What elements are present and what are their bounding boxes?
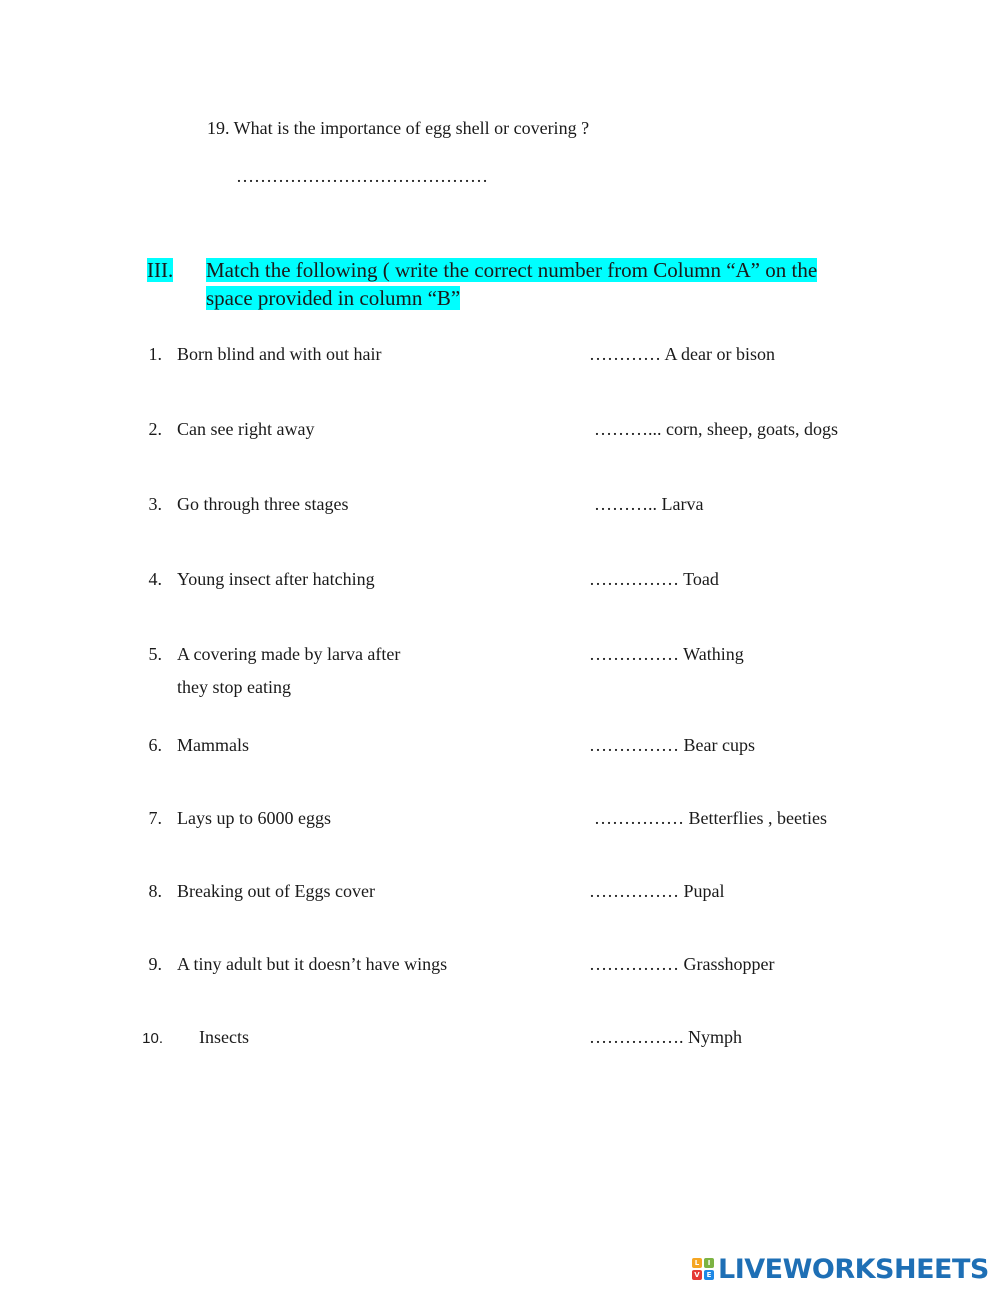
liveworksheets-logo	[692, 1253, 989, 1285]
column-a-item: Young insect after hatching	[177, 569, 375, 589]
question-19-text: 19. What is the importance of egg shell or covering ?	[207, 118, 590, 138]
section-title-line-2-text: space provided in column “B”	[206, 286, 461, 310]
column-b-item[interactable]: …………… Betterflies , beeties	[594, 808, 827, 828]
column-b-item[interactable]: …………… Wathing	[589, 644, 744, 664]
item-number: 4.	[148, 569, 162, 589]
column-a-item: Mammals	[177, 735, 249, 755]
item-number: 5.	[148, 644, 162, 664]
column-a-item: Breaking out of Eggs cover	[177, 881, 375, 901]
column-a-item: Lays up to 6000 eggs	[177, 808, 331, 828]
column-b-item[interactable]: …………… Pupal	[589, 881, 725, 901]
item-number: 8.	[148, 881, 162, 901]
column-b-item[interactable]: …………… Bear cups	[589, 735, 755, 755]
column-b-item[interactable]: ………… A dear or bison	[589, 344, 775, 364]
item-number: 9.	[148, 954, 162, 974]
section-number	[147, 258, 173, 283]
item-number: 7.	[148, 808, 162, 828]
column-b-item[interactable]: ……………. Nymph	[589, 1027, 742, 1047]
logo-mark-tile: E	[704, 1270, 714, 1280]
column-b-item[interactable]: ………... corn, sheep, goats, dogs	[594, 419, 838, 439]
logo-mark-tile: L	[692, 1258, 702, 1268]
column-a-item: A covering made by larva after	[177, 644, 401, 664]
column-a-item: Can see right away	[177, 419, 315, 439]
column-a-item: Born blind and with out hair	[177, 344, 382, 364]
item-number: 2.	[148, 419, 162, 439]
column-a-item: Insects	[199, 1027, 249, 1047]
item-number: 1.	[148, 344, 162, 364]
item-number: 10.	[142, 1030, 163, 1047]
column-a-item: A tiny adult but it doesn’t have wings	[177, 954, 448, 974]
question-19-answer-blank[interactable]: ……………………………………	[236, 166, 488, 186]
column-b-item[interactable]: …………… Grasshopper	[589, 954, 775, 974]
column-a-item: Go through three stages	[177, 494, 349, 514]
column-b-item[interactable]: ……….. Larva	[594, 494, 704, 514]
section-title-line-2	[206, 286, 460, 311]
section-number-label: III.	[147, 258, 174, 282]
item-number: 6.	[148, 735, 162, 755]
column-b-item[interactable]: …………… Toad	[589, 569, 719, 589]
item-number: 3.	[148, 494, 162, 514]
logo-mark-tile: V	[692, 1270, 702, 1280]
section-title-line-1-text: Match the following ( write the correct number from Column “A” on the	[206, 258, 818, 282]
logo-mark-icon	[692, 1258, 714, 1280]
logo-wordmark: LIVEWORKSHEETS	[718, 1253, 989, 1285]
logo-mark-tile: I	[704, 1258, 714, 1268]
column-a-item-continued: they stop eating	[177, 677, 291, 697]
section-title-line-1	[206, 258, 817, 283]
